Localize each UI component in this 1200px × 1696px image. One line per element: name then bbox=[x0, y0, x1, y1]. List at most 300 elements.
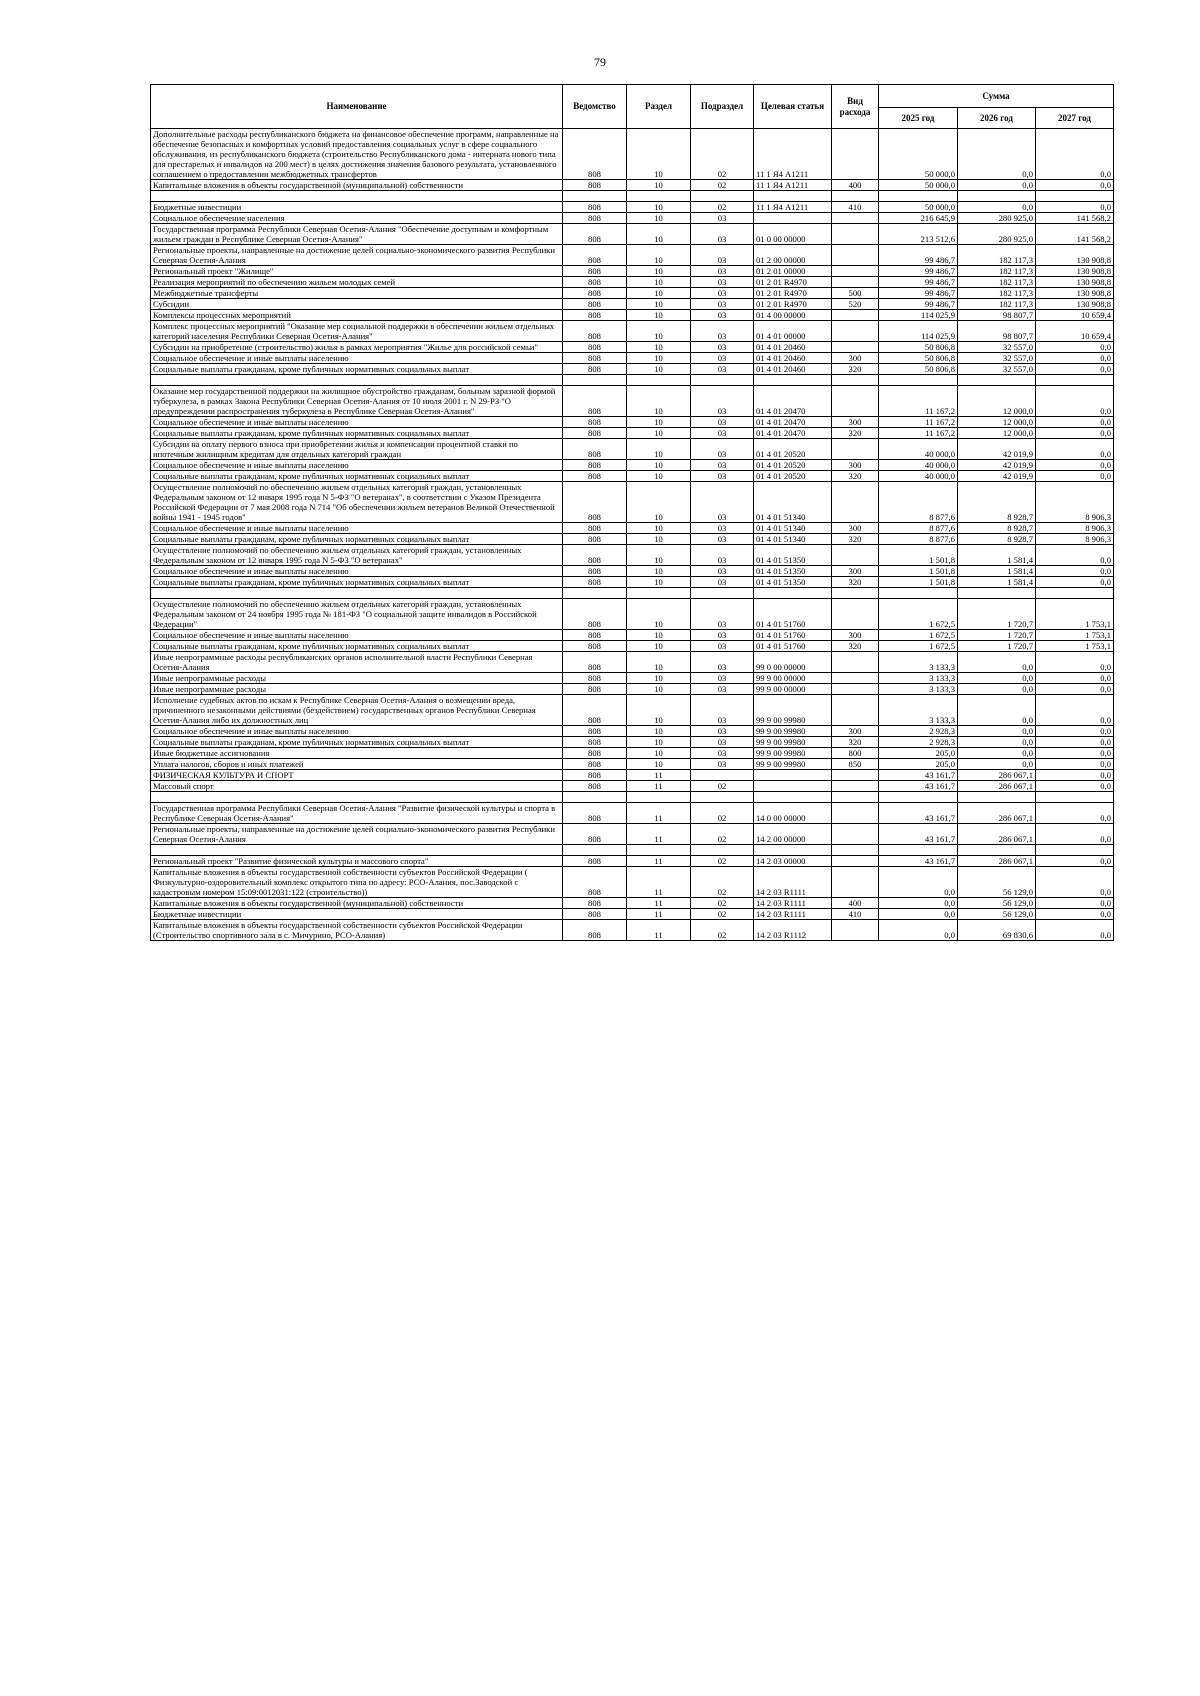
row-section: 11 bbox=[627, 909, 691, 920]
row-department: 808 bbox=[563, 641, 627, 652]
row-sum-2026: 1 581,4 bbox=[958, 545, 1036, 566]
row-section: 11 bbox=[627, 770, 691, 781]
spacer-cell bbox=[627, 588, 691, 599]
row-sum-2027: 0,0 bbox=[1036, 781, 1114, 792]
row-department: 808 bbox=[563, 599, 627, 630]
row-expense-type bbox=[832, 129, 879, 180]
table-row bbox=[151, 288, 1114, 299]
row-expense-type: 320 bbox=[832, 737, 879, 748]
row-department: 808 bbox=[563, 288, 627, 299]
row-name: Социальное обеспечение и иные выплаты населению bbox=[151, 566, 563, 577]
row-name: Социальное обеспечение и иные выплаты населению bbox=[151, 353, 563, 364]
row-target-item: 11 1 Я4 А1211 bbox=[754, 129, 832, 180]
row-name: Комплексы процессных мероприятий bbox=[151, 310, 563, 321]
row-sum-2027: 0,0 bbox=[1036, 824, 1114, 845]
table-row bbox=[151, 266, 1114, 277]
row-sum-2027: 0,0 bbox=[1036, 695, 1114, 726]
header-subsection: Подраздел bbox=[691, 85, 754, 129]
row-spacer bbox=[151, 588, 1114, 599]
row-department: 808 bbox=[563, 759, 627, 770]
row-department: 808 bbox=[563, 909, 627, 920]
row-sum-2027: 0,0 bbox=[1036, 428, 1114, 439]
spacer-cell bbox=[754, 845, 832, 856]
row-sum-2025: 11 167,2 bbox=[879, 428, 958, 439]
row-sum-2025: 43 161,7 bbox=[879, 803, 958, 824]
row-sum-2026: 286 067,1 bbox=[958, 803, 1036, 824]
table-row bbox=[151, 566, 1114, 577]
row-sum-2027: 0,0 bbox=[1036, 202, 1114, 213]
row-sum-2025: 3 133,3 bbox=[879, 652, 958, 673]
row-department: 808 bbox=[563, 482, 627, 523]
row-subsection: 03 bbox=[691, 641, 754, 652]
table-row bbox=[151, 417, 1114, 428]
row-name: Региональный проект "Развитие физической культуры и массового спорта" bbox=[151, 856, 563, 867]
row-sum-2026: 182 117,3 bbox=[958, 288, 1036, 299]
row-sum-2025: 1 672,5 bbox=[879, 599, 958, 630]
row-sum-2026: 286 067,1 bbox=[958, 856, 1036, 867]
row-section: 10 bbox=[627, 534, 691, 545]
row-sum-2025: 8 877,6 bbox=[879, 482, 958, 523]
row-section: 10 bbox=[627, 353, 691, 364]
row-expense-type bbox=[832, 684, 879, 695]
row-subsection: 02 bbox=[691, 803, 754, 824]
row-name: Государственная программа Республики Северная Осетия-Алания "Развитие физической культуры и спорта в Республике Северная Осетия-Алания" bbox=[151, 803, 563, 824]
row-sum-2025: 43 161,7 bbox=[879, 824, 958, 845]
row-sum-2026: 182 117,3 bbox=[958, 277, 1036, 288]
spacer-cell bbox=[627, 792, 691, 803]
row-target-item: 11 1 Я4 А1211 bbox=[754, 202, 832, 213]
row-sum-2027: 130 908,8 bbox=[1036, 245, 1114, 266]
row-subsection: 03 bbox=[691, 364, 754, 375]
row-department: 808 bbox=[563, 277, 627, 288]
row-subsection: 03 bbox=[691, 534, 754, 545]
table-row bbox=[151, 534, 1114, 545]
table-row bbox=[151, 770, 1114, 781]
row-target-item: 01 4 01 51760 bbox=[754, 641, 832, 652]
row-section: 11 bbox=[627, 867, 691, 898]
row-expense-type bbox=[832, 224, 879, 245]
row-name: Региональные проекты, направленные на достижение целей социально-экономического развития Республики Северная Осетия-Алания bbox=[151, 824, 563, 845]
row-sum-2026: 0,0 bbox=[958, 684, 1036, 695]
row-sum-2025: 3 133,3 bbox=[879, 673, 958, 684]
row-section: 10 bbox=[627, 129, 691, 180]
row-name: Социальное обеспечение и иные выплаты населению bbox=[151, 417, 563, 428]
table-row bbox=[151, 641, 1114, 652]
row-sum-2027: 0,0 bbox=[1036, 770, 1114, 781]
row-subsection: 02 bbox=[691, 898, 754, 909]
row-sum-2027: 0,0 bbox=[1036, 726, 1114, 737]
row-sum-2027: 0,0 bbox=[1036, 673, 1114, 684]
table-row bbox=[151, 684, 1114, 695]
row-sum-2026: 8 928,7 bbox=[958, 523, 1036, 534]
table-row bbox=[151, 523, 1114, 534]
row-sum-2025: 114 025,9 bbox=[879, 310, 958, 321]
row-sum-2025: 11 167,2 bbox=[879, 386, 958, 417]
row-section: 10 bbox=[627, 737, 691, 748]
table-row bbox=[151, 180, 1114, 191]
spacer-cell bbox=[627, 845, 691, 856]
row-sum-2027: 0,0 bbox=[1036, 867, 1114, 898]
row-sum-2027: 0,0 bbox=[1036, 920, 1114, 941]
row-sum-2026: 69 830,6 bbox=[958, 920, 1036, 941]
row-name: Социальные выплаты гражданам, кроме публичных нормативных социальных выплат bbox=[151, 471, 563, 482]
table-row bbox=[151, 803, 1114, 824]
row-target-item: 14 2 03 00000 bbox=[754, 856, 832, 867]
table-row bbox=[151, 545, 1114, 566]
row-target-item: 01 4 00 00000 bbox=[754, 310, 832, 321]
row-sum-2027: 0,0 bbox=[1036, 129, 1114, 180]
row-department: 808 bbox=[563, 428, 627, 439]
row-department: 808 bbox=[563, 299, 627, 310]
row-spacer bbox=[151, 792, 1114, 803]
row-section: 10 bbox=[627, 566, 691, 577]
row-target-item: 14 2 03 R1111 bbox=[754, 898, 832, 909]
table-row bbox=[151, 577, 1114, 588]
row-department: 808 bbox=[563, 781, 627, 792]
row-sum-2025: 50 000,0 bbox=[879, 180, 958, 191]
table-row bbox=[151, 898, 1114, 909]
row-target-item: 01 2 01 R4970 bbox=[754, 288, 832, 299]
row-sum-2027: 141 568,2 bbox=[1036, 213, 1114, 224]
spacer-cell bbox=[563, 588, 627, 599]
spacer-cell bbox=[151, 845, 563, 856]
row-expense-type: 410 bbox=[832, 909, 879, 920]
header-expense-type: Вид расхода bbox=[832, 85, 879, 129]
row-expense-type: 300 bbox=[832, 726, 879, 737]
row-sum-2027: 0,0 bbox=[1036, 577, 1114, 588]
spacer-cell bbox=[879, 375, 958, 386]
row-subsection: 03 bbox=[691, 566, 754, 577]
row-section: 10 bbox=[627, 577, 691, 588]
row-section: 10 bbox=[627, 545, 691, 566]
row-section: 10 bbox=[627, 321, 691, 342]
row-subsection: 03 bbox=[691, 684, 754, 695]
table-row bbox=[151, 781, 1114, 792]
row-section: 10 bbox=[627, 523, 691, 534]
row-department: 808 bbox=[563, 630, 627, 641]
row-sum-2025: 99 486,7 bbox=[879, 245, 958, 266]
row-subsection: 03 bbox=[691, 277, 754, 288]
table-row bbox=[151, 364, 1114, 375]
spacer-cell bbox=[832, 375, 879, 386]
row-section: 10 bbox=[627, 695, 691, 726]
row-sum-2026: 1 581,4 bbox=[958, 566, 1036, 577]
row-sum-2026: 98 807,7 bbox=[958, 321, 1036, 342]
row-target-item: 01 4 01 20520 bbox=[754, 460, 832, 471]
row-target-item: 01 4 01 51350 bbox=[754, 545, 832, 566]
row-department: 808 bbox=[563, 534, 627, 545]
spacer-cell bbox=[754, 191, 832, 202]
header-section: Раздел bbox=[627, 85, 691, 129]
row-name: Социальные выплаты гражданам, кроме публичных нормативных социальных выплат bbox=[151, 364, 563, 375]
row-sum-2025: 205,0 bbox=[879, 759, 958, 770]
row-target-item: 01 4 01 00000 bbox=[754, 321, 832, 342]
spacer-cell bbox=[879, 191, 958, 202]
row-department: 808 bbox=[563, 439, 627, 460]
table-row bbox=[151, 759, 1114, 770]
row-expense-type bbox=[832, 386, 879, 417]
row-expense-type: 300 bbox=[832, 566, 879, 577]
row-sum-2027: 0,0 bbox=[1036, 748, 1114, 759]
spacer-cell bbox=[879, 792, 958, 803]
spacer-cell bbox=[691, 588, 754, 599]
row-subsection: 03 bbox=[691, 386, 754, 417]
row-target-item: 01 2 01 R4970 bbox=[754, 299, 832, 310]
row-subsection: 02 bbox=[691, 909, 754, 920]
row-target-item: 01 4 01 51350 bbox=[754, 566, 832, 577]
row-sum-2025: 99 486,7 bbox=[879, 277, 958, 288]
row-sum-2027: 1 753,1 bbox=[1036, 641, 1114, 652]
header-year-2026: 2026 год bbox=[958, 108, 1036, 129]
row-target-item: 99 9 00 99980 bbox=[754, 695, 832, 726]
header-target-item: Целевая статья bbox=[754, 85, 832, 129]
row-section: 11 bbox=[627, 856, 691, 867]
row-target-item: 01 0 00 00000 bbox=[754, 224, 832, 245]
row-department: 808 bbox=[563, 748, 627, 759]
row-expense-type: 300 bbox=[832, 417, 879, 428]
row-name: Уплата налогов, сборов и иных платежей bbox=[151, 759, 563, 770]
row-sum-2026: 280 925,0 bbox=[958, 224, 1036, 245]
row-sum-2027: 0,0 bbox=[1036, 909, 1114, 920]
row-department: 808 bbox=[563, 803, 627, 824]
row-name: Оказание мер государственной поддержки на жилищное обустройство гражданам, больным заразной формой туберкулеза, в рамках Закона Республики Северная Осетия-Алания от 10 июля 2001 г. N 29-РЗ "О предупреждении распространения туберкулеза в Республике Северная Осетия-Алания" bbox=[151, 386, 563, 417]
row-sum-2025: 1 672,5 bbox=[879, 630, 958, 641]
row-sum-2027: 130 908,8 bbox=[1036, 266, 1114, 277]
row-expense-type bbox=[832, 342, 879, 353]
spacer-cell bbox=[832, 588, 879, 599]
row-sum-2027: 141 568,2 bbox=[1036, 224, 1114, 245]
header-year-2025: 2025 год bbox=[879, 108, 958, 129]
row-sum-2026: 0,0 bbox=[958, 748, 1036, 759]
row-name: Исполнение судебных актов по искам к Республике Северная Осетия-Алания о возмещении вреда, причиненного незаконными действиями (бездействием) государственных органов Республики Северная Осетия-Алания либо их должностных лиц bbox=[151, 695, 563, 726]
table-row bbox=[151, 245, 1114, 266]
row-sum-2027: 0,0 bbox=[1036, 737, 1114, 748]
row-department: 808 bbox=[563, 545, 627, 566]
spacer-cell bbox=[754, 375, 832, 386]
row-expense-type: 500 bbox=[832, 288, 879, 299]
table-row bbox=[151, 673, 1114, 684]
row-subsection: 03 bbox=[691, 353, 754, 364]
row-sum-2025: 0,0 bbox=[879, 898, 958, 909]
row-section: 10 bbox=[627, 428, 691, 439]
table-row bbox=[151, 213, 1114, 224]
row-sum-2025: 40 000,0 bbox=[879, 471, 958, 482]
table-row bbox=[151, 353, 1114, 364]
row-expense-type: 300 bbox=[832, 523, 879, 534]
row-target-item: 99 9 00 99980 bbox=[754, 726, 832, 737]
row-subsection: 03 bbox=[691, 310, 754, 321]
row-subsection: 03 bbox=[691, 439, 754, 460]
page-number: 79 bbox=[594, 55, 606, 69]
row-expense-type bbox=[832, 803, 879, 824]
row-section: 10 bbox=[627, 684, 691, 695]
row-sum-2026: 42 019,9 bbox=[958, 439, 1036, 460]
row-sum-2025: 43 161,7 bbox=[879, 770, 958, 781]
row-subsection: 03 bbox=[691, 471, 754, 482]
row-sum-2026: 0,0 bbox=[958, 695, 1036, 726]
row-subsection: 03 bbox=[691, 545, 754, 566]
row-department: 808 bbox=[563, 652, 627, 673]
row-target-item: 99 0 00 00000 bbox=[754, 652, 832, 673]
row-sum-2026: 56 129,0 bbox=[958, 898, 1036, 909]
row-department: 808 bbox=[563, 726, 627, 737]
row-sum-2025: 8 877,6 bbox=[879, 534, 958, 545]
table-row bbox=[151, 695, 1114, 726]
row-target-item: 01 2 01 00000 bbox=[754, 266, 832, 277]
spacer-cell bbox=[151, 375, 563, 386]
row-expense-type bbox=[832, 920, 879, 941]
row-sum-2025: 50 806,8 bbox=[879, 342, 958, 353]
row-sum-2025: 99 486,7 bbox=[879, 288, 958, 299]
row-sum-2025: 2 928,3 bbox=[879, 737, 958, 748]
table-row bbox=[151, 867, 1114, 898]
row-sum-2025: 50 806,8 bbox=[879, 364, 958, 375]
row-name: Социальное обеспечение и иные выплаты населению bbox=[151, 523, 563, 534]
table-row bbox=[151, 277, 1114, 288]
row-section: 10 bbox=[627, 471, 691, 482]
row-subsection: 03 bbox=[691, 630, 754, 641]
table-row bbox=[151, 342, 1114, 353]
spacer-cell bbox=[832, 792, 879, 803]
row-section: 11 bbox=[627, 803, 691, 824]
row-target-item: 01 2 01 R4970 bbox=[754, 277, 832, 288]
row-sum-2026: 0,0 bbox=[958, 759, 1036, 770]
table-row bbox=[151, 909, 1114, 920]
row-name: Субсидии на оплату первого взноса при приобретении жилья и компенсации процентной ставки по ипотечным жилищным кредитам для отдельных категорий граждан bbox=[151, 439, 563, 460]
row-sum-2025: 3 133,3 bbox=[879, 695, 958, 726]
spacer-cell bbox=[832, 191, 879, 202]
row-subsection: 03 bbox=[691, 737, 754, 748]
row-department: 808 bbox=[563, 342, 627, 353]
row-name: Социальные выплаты гражданам, кроме публичных нормативных социальных выплат bbox=[151, 737, 563, 748]
header-year-2027: 2027 год bbox=[1036, 108, 1114, 129]
row-name: Иные непрограммные расходы bbox=[151, 684, 563, 695]
row-subsection: 02 bbox=[691, 824, 754, 845]
row-name: Социальные выплаты гражданам, кроме публичных нормативных социальных выплат bbox=[151, 641, 563, 652]
row-sum-2025: 43 161,7 bbox=[879, 781, 958, 792]
row-sum-2026: 98 807,7 bbox=[958, 310, 1036, 321]
row-department: 808 bbox=[563, 824, 627, 845]
row-sum-2025: 8 877,6 bbox=[879, 523, 958, 534]
row-name: Региональные проекты, направленные на достижение целей социально-экономического развития Республики Северная Осетия-Алания bbox=[151, 245, 563, 266]
row-section: 10 bbox=[627, 213, 691, 224]
table-row bbox=[151, 920, 1114, 941]
spacer-cell bbox=[958, 845, 1036, 856]
row-sum-2026: 182 117,3 bbox=[958, 299, 1036, 310]
row-sum-2027: 130 908,8 bbox=[1036, 277, 1114, 288]
row-subsection: 03 bbox=[691, 266, 754, 277]
row-target-item: 14 2 00 00000 bbox=[754, 824, 832, 845]
row-subsection: 03 bbox=[691, 652, 754, 673]
table-row bbox=[151, 737, 1114, 748]
row-section: 10 bbox=[627, 180, 691, 191]
row-sum-2025: 3 133,3 bbox=[879, 684, 958, 695]
row-section: 10 bbox=[627, 652, 691, 673]
spacer-cell bbox=[691, 845, 754, 856]
row-sum-2025: 1 501,8 bbox=[879, 577, 958, 588]
row-subsection: 03 bbox=[691, 321, 754, 342]
row-expense-type: 320 bbox=[832, 471, 879, 482]
row-target-item: 01 4 01 51760 bbox=[754, 630, 832, 641]
row-subsection: 03 bbox=[691, 428, 754, 439]
row-name: Осуществление полномочий по обеспечению жильем отдельных категорий граждан, установленных Федеральным законом от 12 января 1995 года N 5-ФЗ "О ветеранах", в соответствии с Указом Президента Российской Федерации от 7 мая 2008 года N 714 "Об обеспечении жильем ветеранов Великой Отечественной войны 1941 - 1945 годов" bbox=[151, 482, 563, 523]
row-expense-type bbox=[832, 310, 879, 321]
row-name: Социальное обеспечение и иные выплаты населению bbox=[151, 630, 563, 641]
row-expense-type: 320 bbox=[832, 428, 879, 439]
row-sum-2027: 0,0 bbox=[1036, 898, 1114, 909]
table-row bbox=[151, 439, 1114, 460]
spacer-cell bbox=[1036, 845, 1114, 856]
table-row bbox=[151, 599, 1114, 630]
row-section: 10 bbox=[627, 288, 691, 299]
row-sum-2027: 8 906,3 bbox=[1036, 523, 1114, 534]
row-sum-2025: 0,0 bbox=[879, 920, 958, 941]
row-sum-2026: 0,0 bbox=[958, 129, 1036, 180]
table-row bbox=[151, 202, 1114, 213]
row-sum-2026: 42 019,9 bbox=[958, 471, 1036, 482]
row-target-item: 14 2 03 R1111 bbox=[754, 867, 832, 898]
row-department: 808 bbox=[563, 867, 627, 898]
row-subsection: 02 bbox=[691, 920, 754, 941]
row-sum-2027: 10 659,4 bbox=[1036, 310, 1114, 321]
row-department: 808 bbox=[563, 386, 627, 417]
row-target-item: 99 9 00 99980 bbox=[754, 748, 832, 759]
row-sum-2026: 280 925,0 bbox=[958, 213, 1036, 224]
row-sum-2026: 56 129,0 bbox=[958, 909, 1036, 920]
row-subsection: 03 bbox=[691, 299, 754, 310]
row-sum-2026: 32 557,0 bbox=[958, 342, 1036, 353]
row-expense-type: 300 bbox=[832, 460, 879, 471]
row-sum-2025: 11 167,2 bbox=[879, 417, 958, 428]
spacer-cell bbox=[691, 792, 754, 803]
row-target-item: 01 4 01 51340 bbox=[754, 482, 832, 523]
row-sum-2026: 12 000,0 bbox=[958, 386, 1036, 417]
row-sum-2025: 2 928,3 bbox=[879, 726, 958, 737]
row-subsection: 03 bbox=[691, 245, 754, 266]
row-department: 808 bbox=[563, 856, 627, 867]
row-name: Капитальные вложения в объекты государственной собственности субъектов Российской Федерации (Строительство спортивного зала в с. Мичурино, РСО-Алания) bbox=[151, 920, 563, 941]
row-department: 808 bbox=[563, 920, 627, 941]
row-subsection: 03 bbox=[691, 482, 754, 523]
row-expense-type: 410 bbox=[832, 202, 879, 213]
row-sum-2025: 205,0 bbox=[879, 748, 958, 759]
row-sum-2026: 286 067,1 bbox=[958, 770, 1036, 781]
row-section: 10 bbox=[627, 310, 691, 321]
row-subsection: 03 bbox=[691, 759, 754, 770]
row-expense-type bbox=[832, 781, 879, 792]
row-section: 10 bbox=[627, 202, 691, 213]
table-row bbox=[151, 224, 1114, 245]
row-department: 808 bbox=[563, 224, 627, 245]
row-sum-2026: 286 067,1 bbox=[958, 824, 1036, 845]
row-subsection: 02 bbox=[691, 781, 754, 792]
row-expense-type bbox=[832, 277, 879, 288]
spacer-cell bbox=[754, 588, 832, 599]
row-sum-2027: 0,0 bbox=[1036, 417, 1114, 428]
row-department: 808 bbox=[563, 460, 627, 471]
row-department: 808 bbox=[563, 673, 627, 684]
row-sum-2027: 1 753,1 bbox=[1036, 630, 1114, 641]
row-name: Капитальные вложения в объекты государственной собственности субъектов Российской Федерации ( Физкультурно-оздоровительный комплекс открытого типа по адресу: РСО-Алания, пос.Заводской с кадастровым номером 15:09:0012031:122 (строительство)) bbox=[151, 867, 563, 898]
row-sum-2025: 114 025,9 bbox=[879, 321, 958, 342]
row-name: Массовый спорт bbox=[151, 781, 563, 792]
row-department: 808 bbox=[563, 310, 627, 321]
header-department: Ведомство bbox=[563, 85, 627, 129]
row-section: 10 bbox=[627, 224, 691, 245]
row-target-item: 99 9 00 99980 bbox=[754, 737, 832, 748]
row-section: 10 bbox=[627, 748, 691, 759]
row-department: 808 bbox=[563, 353, 627, 364]
